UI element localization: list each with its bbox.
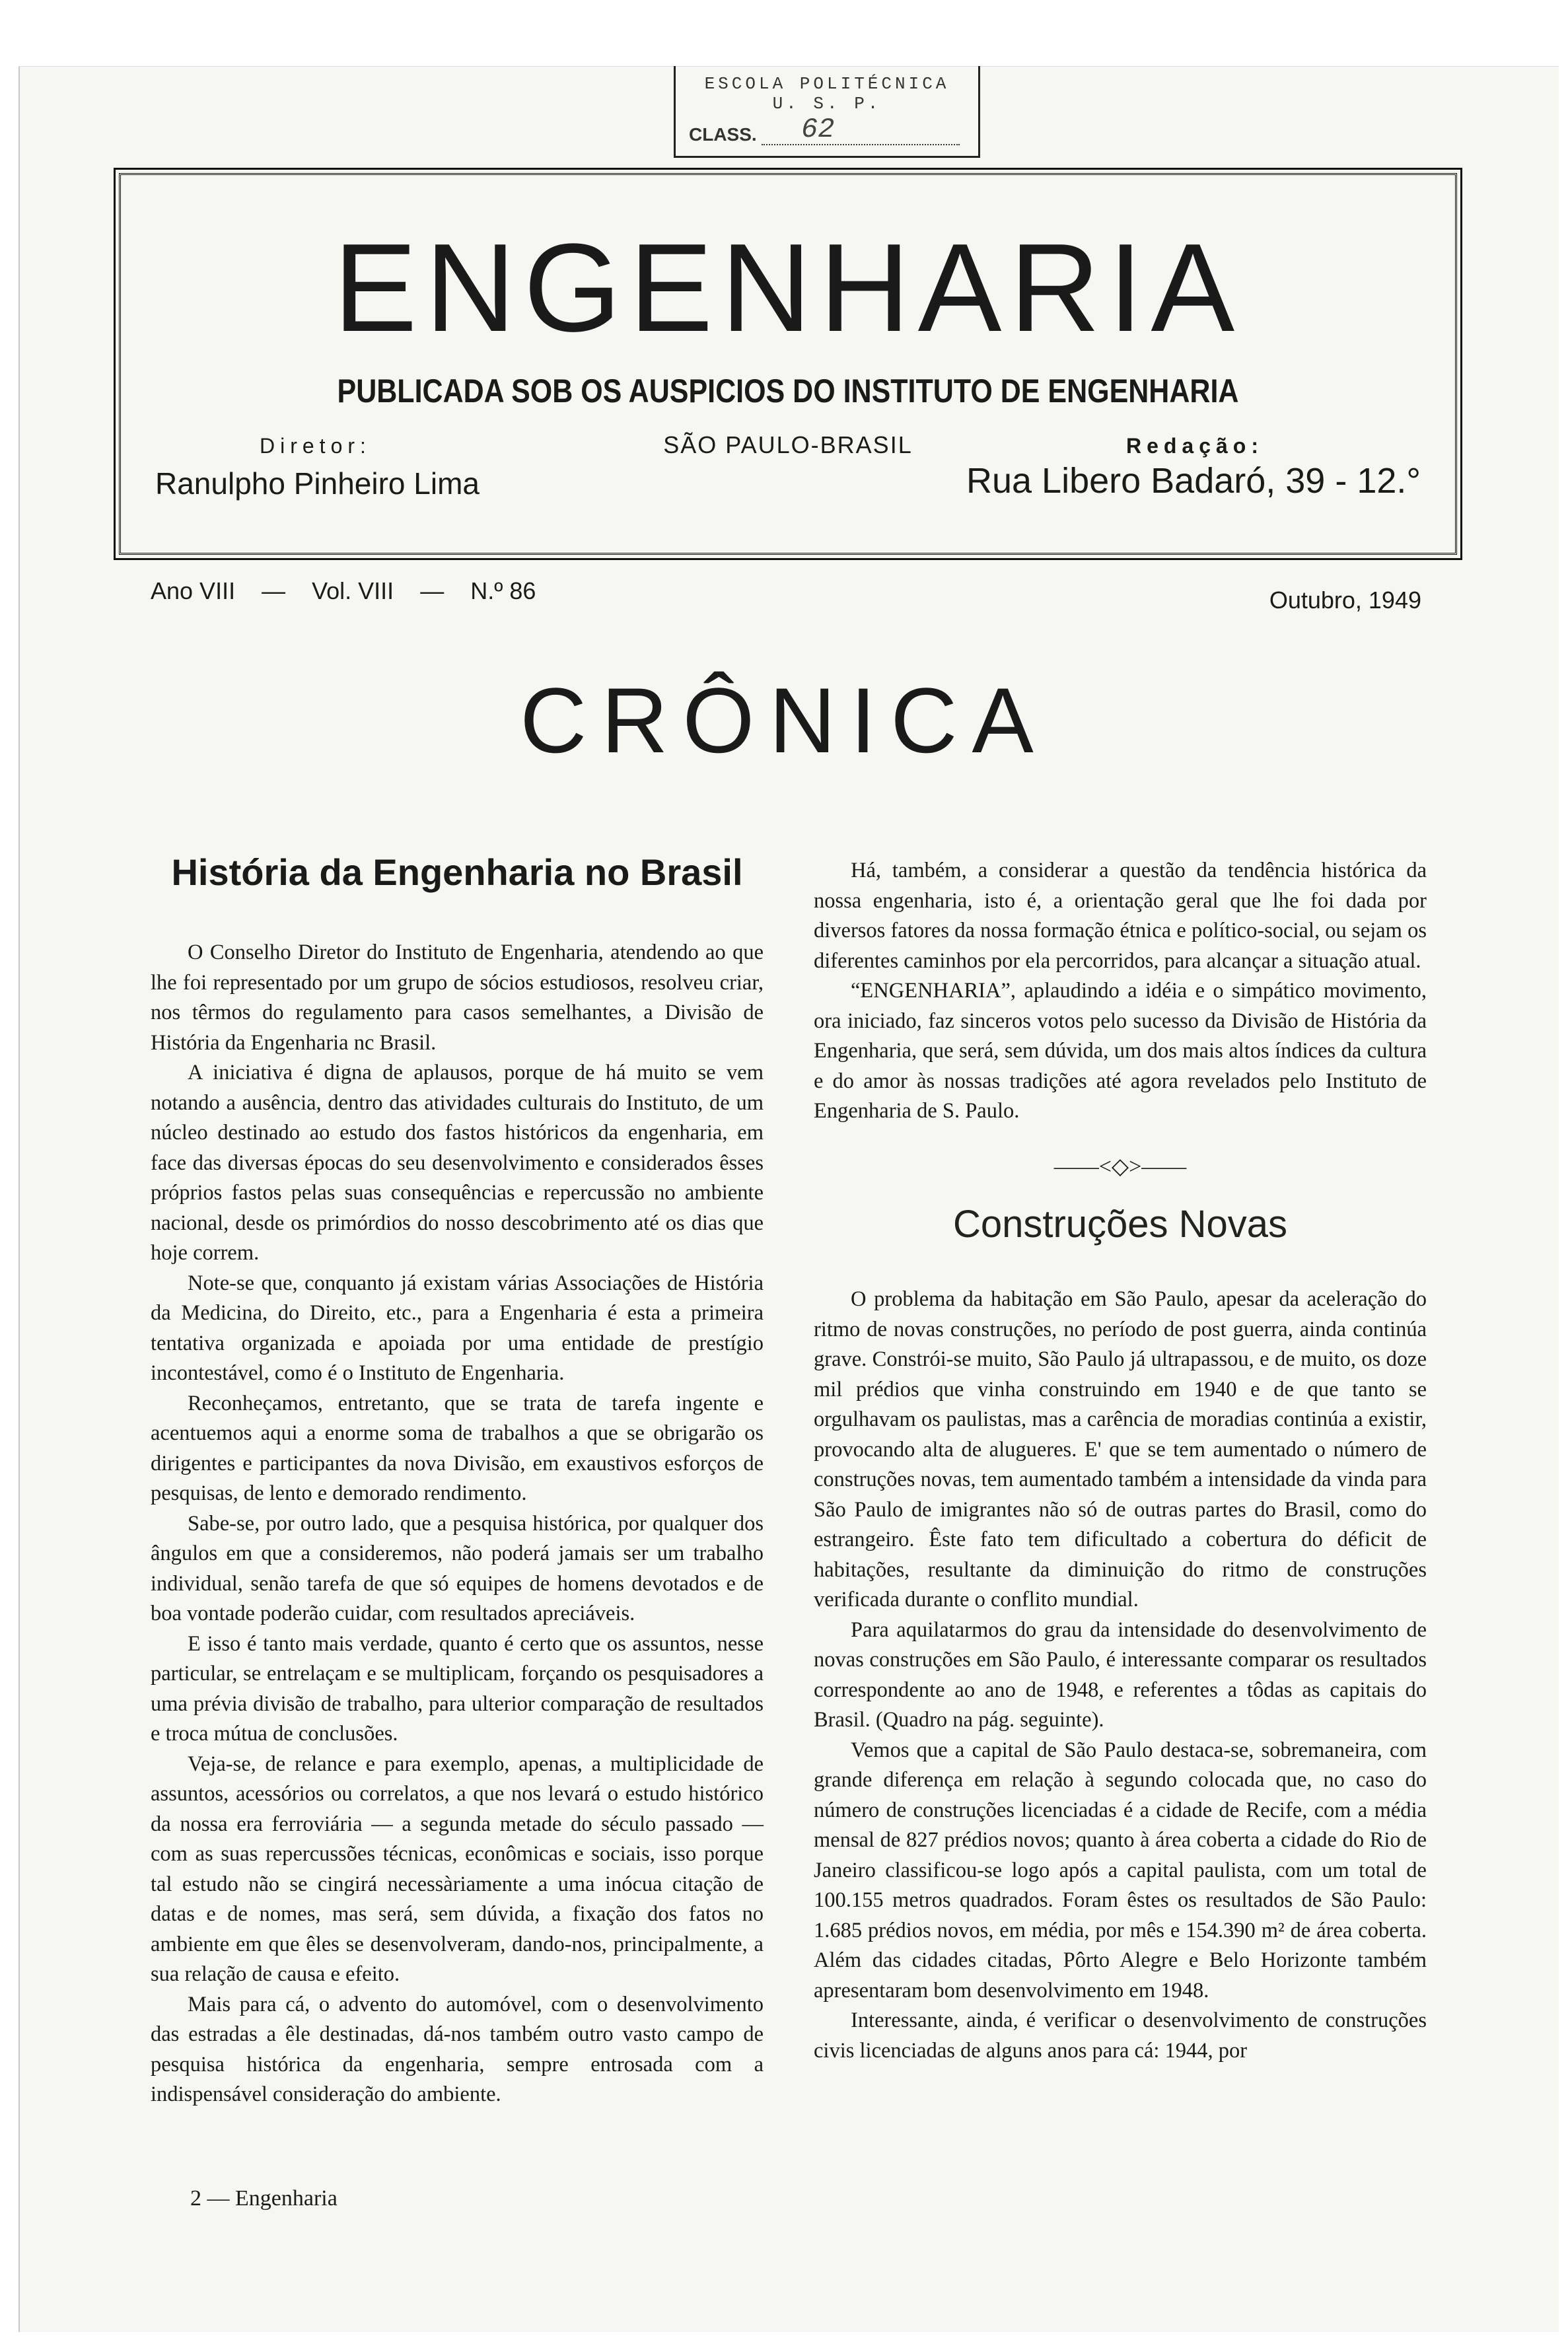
issue-separator: — xyxy=(262,577,286,604)
paragraph: O problema da habitação em São Paulo, apesar da aceleração do ritmo de novas construções, no período de post guerra, ainda continúa grave. Constrói-se muito, São Paulo já ultrapassou, e de muito, os doze mil prédios que vinha construindo em 1940 e de que tanto se orgulhavam os paulistas, mas a carência de moradias continúa a existir, provocando alta de alugueres. E' que se tem aumentado o número de construções novas, tem aumentado também a intensidade da vinda para São Paulo de imigrantes não só de outras partes do Brasil, como do estrangeiro. Êste fato tem dificultado a cobertura do déficit de habitações, resultante da diminuição do ritmo de construções verificada durante o conflito mundial. xyxy=(814,1287,1427,1612)
issue-info xyxy=(151,577,555,605)
stamp-line-1: ESCOLA POLITÉCNICA xyxy=(704,74,950,94)
page-footer: 2 — Engenharia xyxy=(190,2186,338,2211)
paragraph: Interessante, ainda, é verificar o desenvolvimento de construções civis licenciadas de alguns anos para cá: 1944, por xyxy=(814,2008,1427,2063)
stamp-line-2: U. S. P. xyxy=(772,94,882,114)
paragraph: Há, também, a considerar a questão da tendência histórica da nossa engenharia, isto é, a orientação geral que lhe foi dada por diversos fatores da nossa formação étnica e político-social, ou sejam os diferentes caminhos por ela percorridos, para alcançar a situação atual. xyxy=(814,859,1427,973)
issue-volume: Vol. VIII xyxy=(312,577,394,604)
paragraph: Mais para cá, o advento do automóvel, com o desenvolvimento das estradas a êle destinadas, dá-nos também outro vasto campo de pesquisa histórica da engenharia, sempre entrosada com a indispensável consideração do ambiente. xyxy=(151,1992,764,2106)
paragraph: E isso é tanto mais verdade, quanto é certo que os assuntos, nesse particular, se entrelaçam e se multiplicam, forçando os pesquisadores a uma prévia divisão de trabalho, para ulterior comparação de resultados e troca mútua de conclusões. xyxy=(151,1631,764,1746)
stamp-class-label: CLASS. xyxy=(689,124,757,145)
masthead xyxy=(119,173,1457,555)
redacao-label: Redação: xyxy=(1125,434,1264,458)
editorial-address: Rua Libero Badaró, 39 - 12.° xyxy=(966,461,1421,501)
paragraph: Sabe-se, por outro lado, que a pesquisa histórica, por qualquer dos ângulos em que a consideremos, não poderá jamais ser um trabalho individual, senão tarefa de que só equipes de homens devotados e de boa vontade poderão cuidar, com resultados apreciáveis. xyxy=(151,1511,764,1625)
paragraph: Veja-se, de relance e para exemplo, apenas, a multiplicidade de assuntos, acessórios ou correlatos, a que nos levará o estudo histórico da nossa era ferroviária — a segunda metade do século passado — com as suas repercussões técnicas, econômicas e sociais, isso porque tal estudo não se cingirá necessàriamente a uma inócua citação de datas e de nomes, mas será, sem dúvida, a fixação dos fatos no ambiente em que êles se desenvolveram, dando-nos, principalmente, a sua relação de causa e efeito. xyxy=(151,1752,764,1986)
paragraph: Vemos que a capital de São Paulo destaca-se, sobremaneira, com grande diferença em relação à segundo colocada que, no caso do número de construções licenciadas é a cidade de Recife, com a média mensal de 827 prédios novos; quanto à área coberta a cidade do Rio de Janeiro classificou-se logo após a capital paulista, com um total de 100.155 metros quadrados. Foram êstes os resultados de São Paulo: 1.685 prédios novos, em média, por mês e 154.390 m² de área coberta. Além das cidades citadas, Pôrto Alegre e Belo Horizonte também apresentaram bom desenvolvimento em 1948. xyxy=(814,1738,1427,2003)
ornament-divider: ——<◇>—— xyxy=(1053,1154,1187,1179)
issue-year: Ano VIII xyxy=(151,577,236,604)
section-title: CRÔNICA xyxy=(520,668,1048,772)
issue-number: N.º 86 xyxy=(470,577,536,604)
library-stamp xyxy=(674,66,980,158)
city-label: SÃO PAULO-BRASIL xyxy=(663,431,913,458)
paragraph: “ENGENHARIA”, aplaudindo a idéia e o simpático movimento, ora iniciado, faz sinceros votos pelo sucesso da Divisão de História da Engenharia, que será, sem dúvida, um dos mais altos índices da cultura e do amor às nossas tradições até agora revelados pelo Instituto de Engenharia de S. Paulo. xyxy=(814,979,1427,1123)
paragraph: Note-se que, conquanto já existam várias Associações de História da Medicina, do Direito, etc., para a Engenharia é esta a primeira tentativa organizada e apoiada por uma entidade de prestígio incontestável, como é o Instituto de Engenharia. xyxy=(151,1271,764,1385)
article-title-historia: História da Engenharia no Brasil xyxy=(171,851,743,893)
stamp-class-line xyxy=(762,144,960,145)
left-column xyxy=(151,849,764,2110)
journal-title: ENGENHARIA xyxy=(333,218,1243,358)
right-column xyxy=(814,856,1427,2066)
director-label: Diretor: xyxy=(260,434,371,458)
issue-date: Outubro, 1949 xyxy=(1269,586,1421,614)
stamp-class-value: 62 xyxy=(801,114,835,145)
director-name: Ranulpho Pinheiro Lima xyxy=(155,466,480,501)
journal-subtitle: PUBLICADA SOB OS AUSPICIOS DO INSTITUTO DE ENGENHARIA xyxy=(337,373,1239,409)
paragraph: Para aquilatarmos do grau da intensidade do desenvolvimento de novas construções em São Paulo, é interessante comparar os resultados correspondente ao ano de 1948, e referentes a tôdas as capitais do Brasil. (Quadro na pág. seguinte). xyxy=(814,1617,1427,1732)
issue-separator: — xyxy=(420,577,445,604)
paragraph: O Conselho Diretor do Instituto de Engenharia, atendendo ao que lhe foi representado por um grupo de sócios estudiosos, resolveu criar, nos têrmos do regulamento para casos semelhantes, a Divisão de História da Engenharia nc Brasil. xyxy=(151,940,764,1055)
paragraph: A iniciativa é digna de aplausos, porque de há muito se vem notando a ausência, dentro das atividades culturais do Instituto, de um núcleo destinado ao estudo dos fastos históricos da engenharia, em face das diversas épocas do seu desenvolvimento e considerados êsses próprios fastos pelas suas consequências e repercussão no ambiente nacional, desde os primórdios do nosso descobrimento até os dias que hoje correm. xyxy=(151,1061,764,1265)
article-title-construcoes: Construções Novas xyxy=(952,1203,1288,1246)
paragraph: Reconheçamos, entretanto, que se trata de tarefa ingente e acentuemos aqui a enorme soma de trabalhos a que se obrigarão os dirigentes e participantes da nova Divisão, em exaustivos esforços de pesquisas, de lento e demorado rendimento. xyxy=(151,1391,764,1505)
